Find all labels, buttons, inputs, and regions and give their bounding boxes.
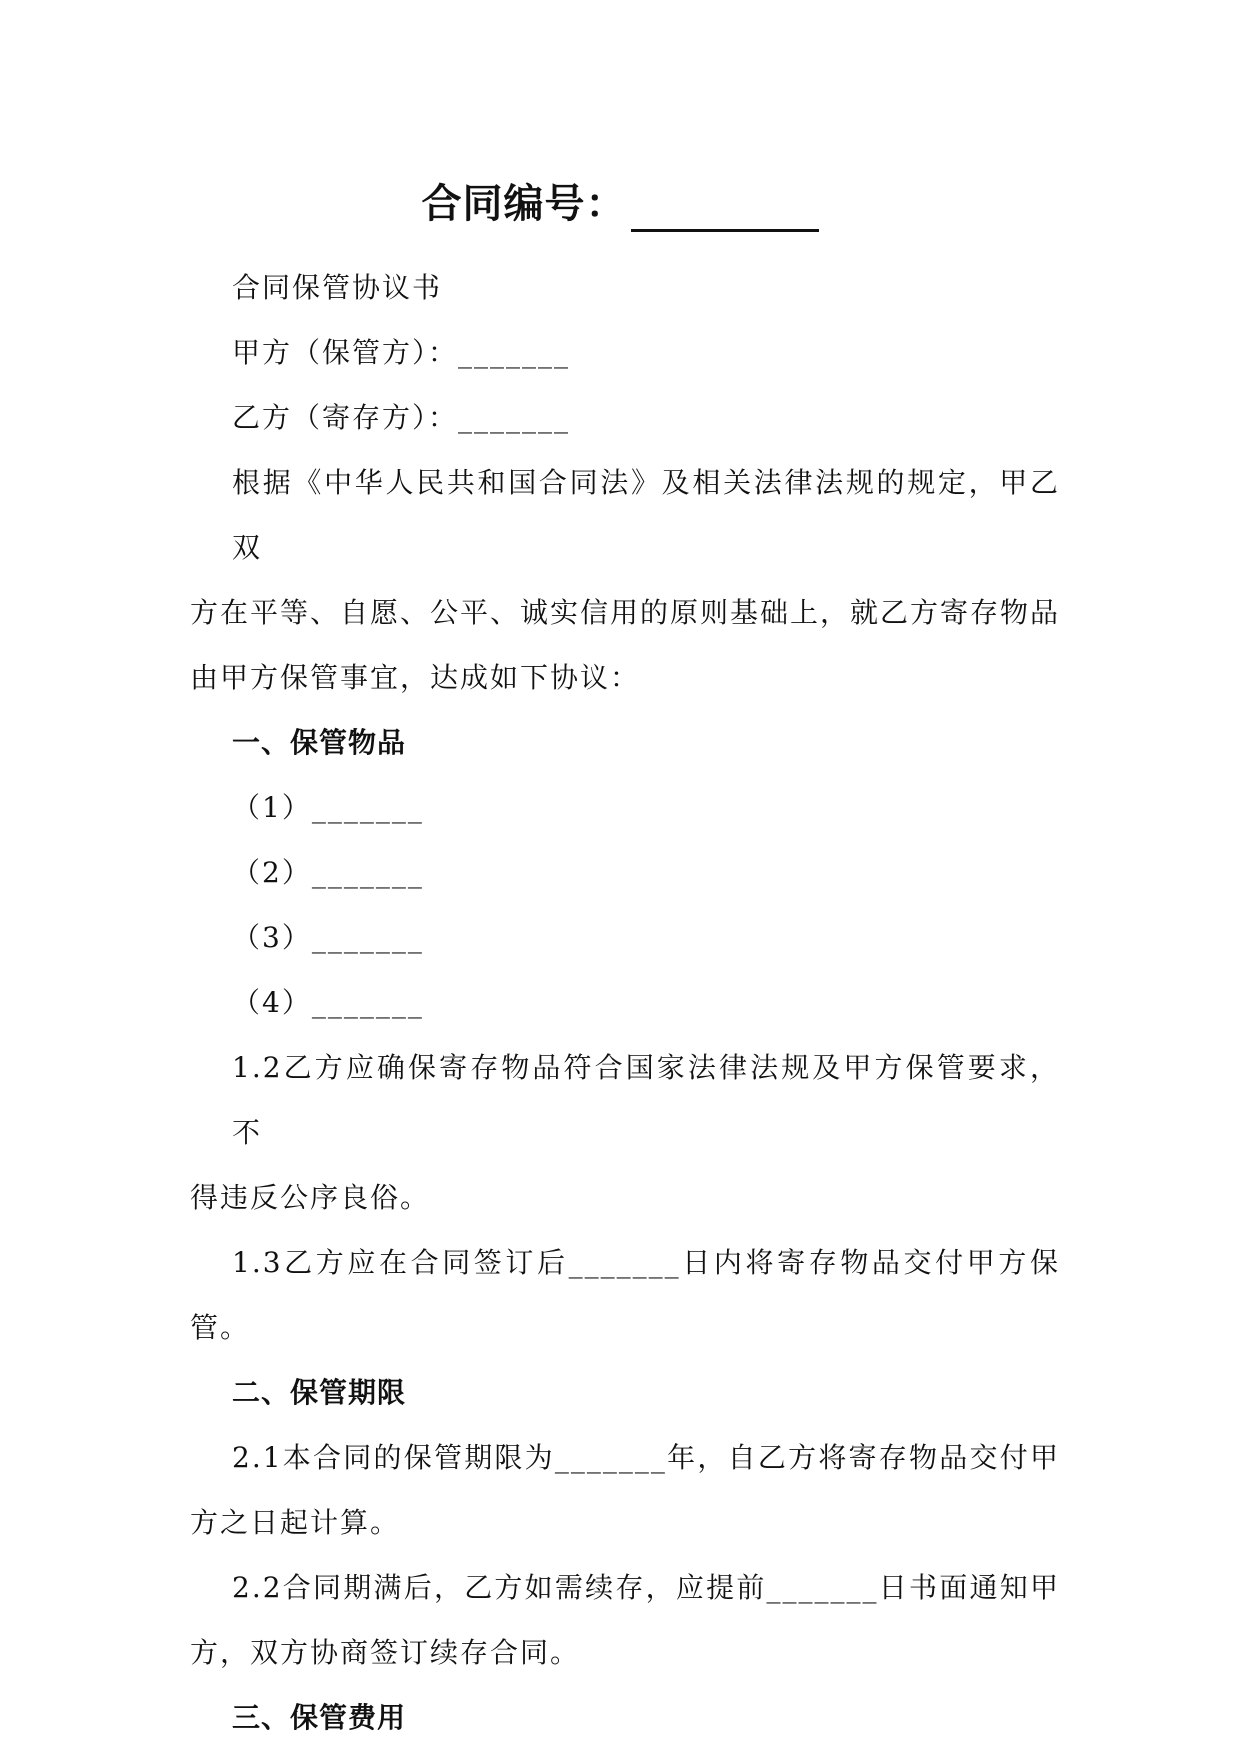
section-1-heading: 一、保管物品 (232, 726, 407, 759)
contract-number-title (0, 176, 1240, 232)
section-3-heading: 三、保管费用 (232, 1701, 407, 1734)
clause-1-2-line-2: 得违反公序良俗。 (190, 1181, 431, 1214)
clause-2-1-line-2: 方之日起计算。 (190, 1506, 401, 1539)
party-b-line: 乙方（寄存方）：_______ (232, 401, 571, 434)
clause-1-3-line-2: 管。 (190, 1311, 251, 1344)
section-2-heading: 二、保管期限 (232, 1376, 407, 1409)
section-1-item-1: （1）_______ (232, 791, 424, 824)
clause-2-2-line-1: 2.2合同期满后，乙方如需续存，应提前_______日书面通知甲 (232, 1571, 1060, 1604)
intro-line-2: 方在平等、自愿、公平、诚实信用的原则基础上，就乙方寄存物品 (190, 596, 1061, 629)
document-body (190, 255, 1060, 1750)
clause-1-3-line-1: 1.3乙方应在合同签订后_______日内将寄存物品交付甲方保 (232, 1246, 1060, 1279)
clause-2-2-line-2: 方，双方协商签订续存合同。 (190, 1636, 581, 1669)
title-text: 合同编号： (421, 181, 627, 227)
intro-line-3: 由甲方保管事宜，达成如下协议： (190, 661, 641, 694)
document-subtitle: 合同保管协议书 (232, 271, 443, 304)
intro-line-1: 根据《中华人民共和国合同法》及相关法律法规的规定，甲乙双 (232, 466, 1060, 564)
clause-2-1-line-1: 2.1本合同的保管期限为_______年，自乙方将寄存物品交付甲 (232, 1441, 1060, 1474)
contract-number-blank (631, 189, 819, 232)
section-1-item-2: （2）_______ (232, 856, 424, 889)
section-1-item-4: （4）_______ (232, 986, 424, 1019)
section-1-item-3: （3）_______ (232, 921, 424, 954)
party-a-line: 甲方（保管方）：_______ (232, 336, 571, 369)
clause-1-2-line-1: 1.2乙方应确保寄存物品符合国家法律法规及甲方保管要求，不 (232, 1051, 1060, 1149)
